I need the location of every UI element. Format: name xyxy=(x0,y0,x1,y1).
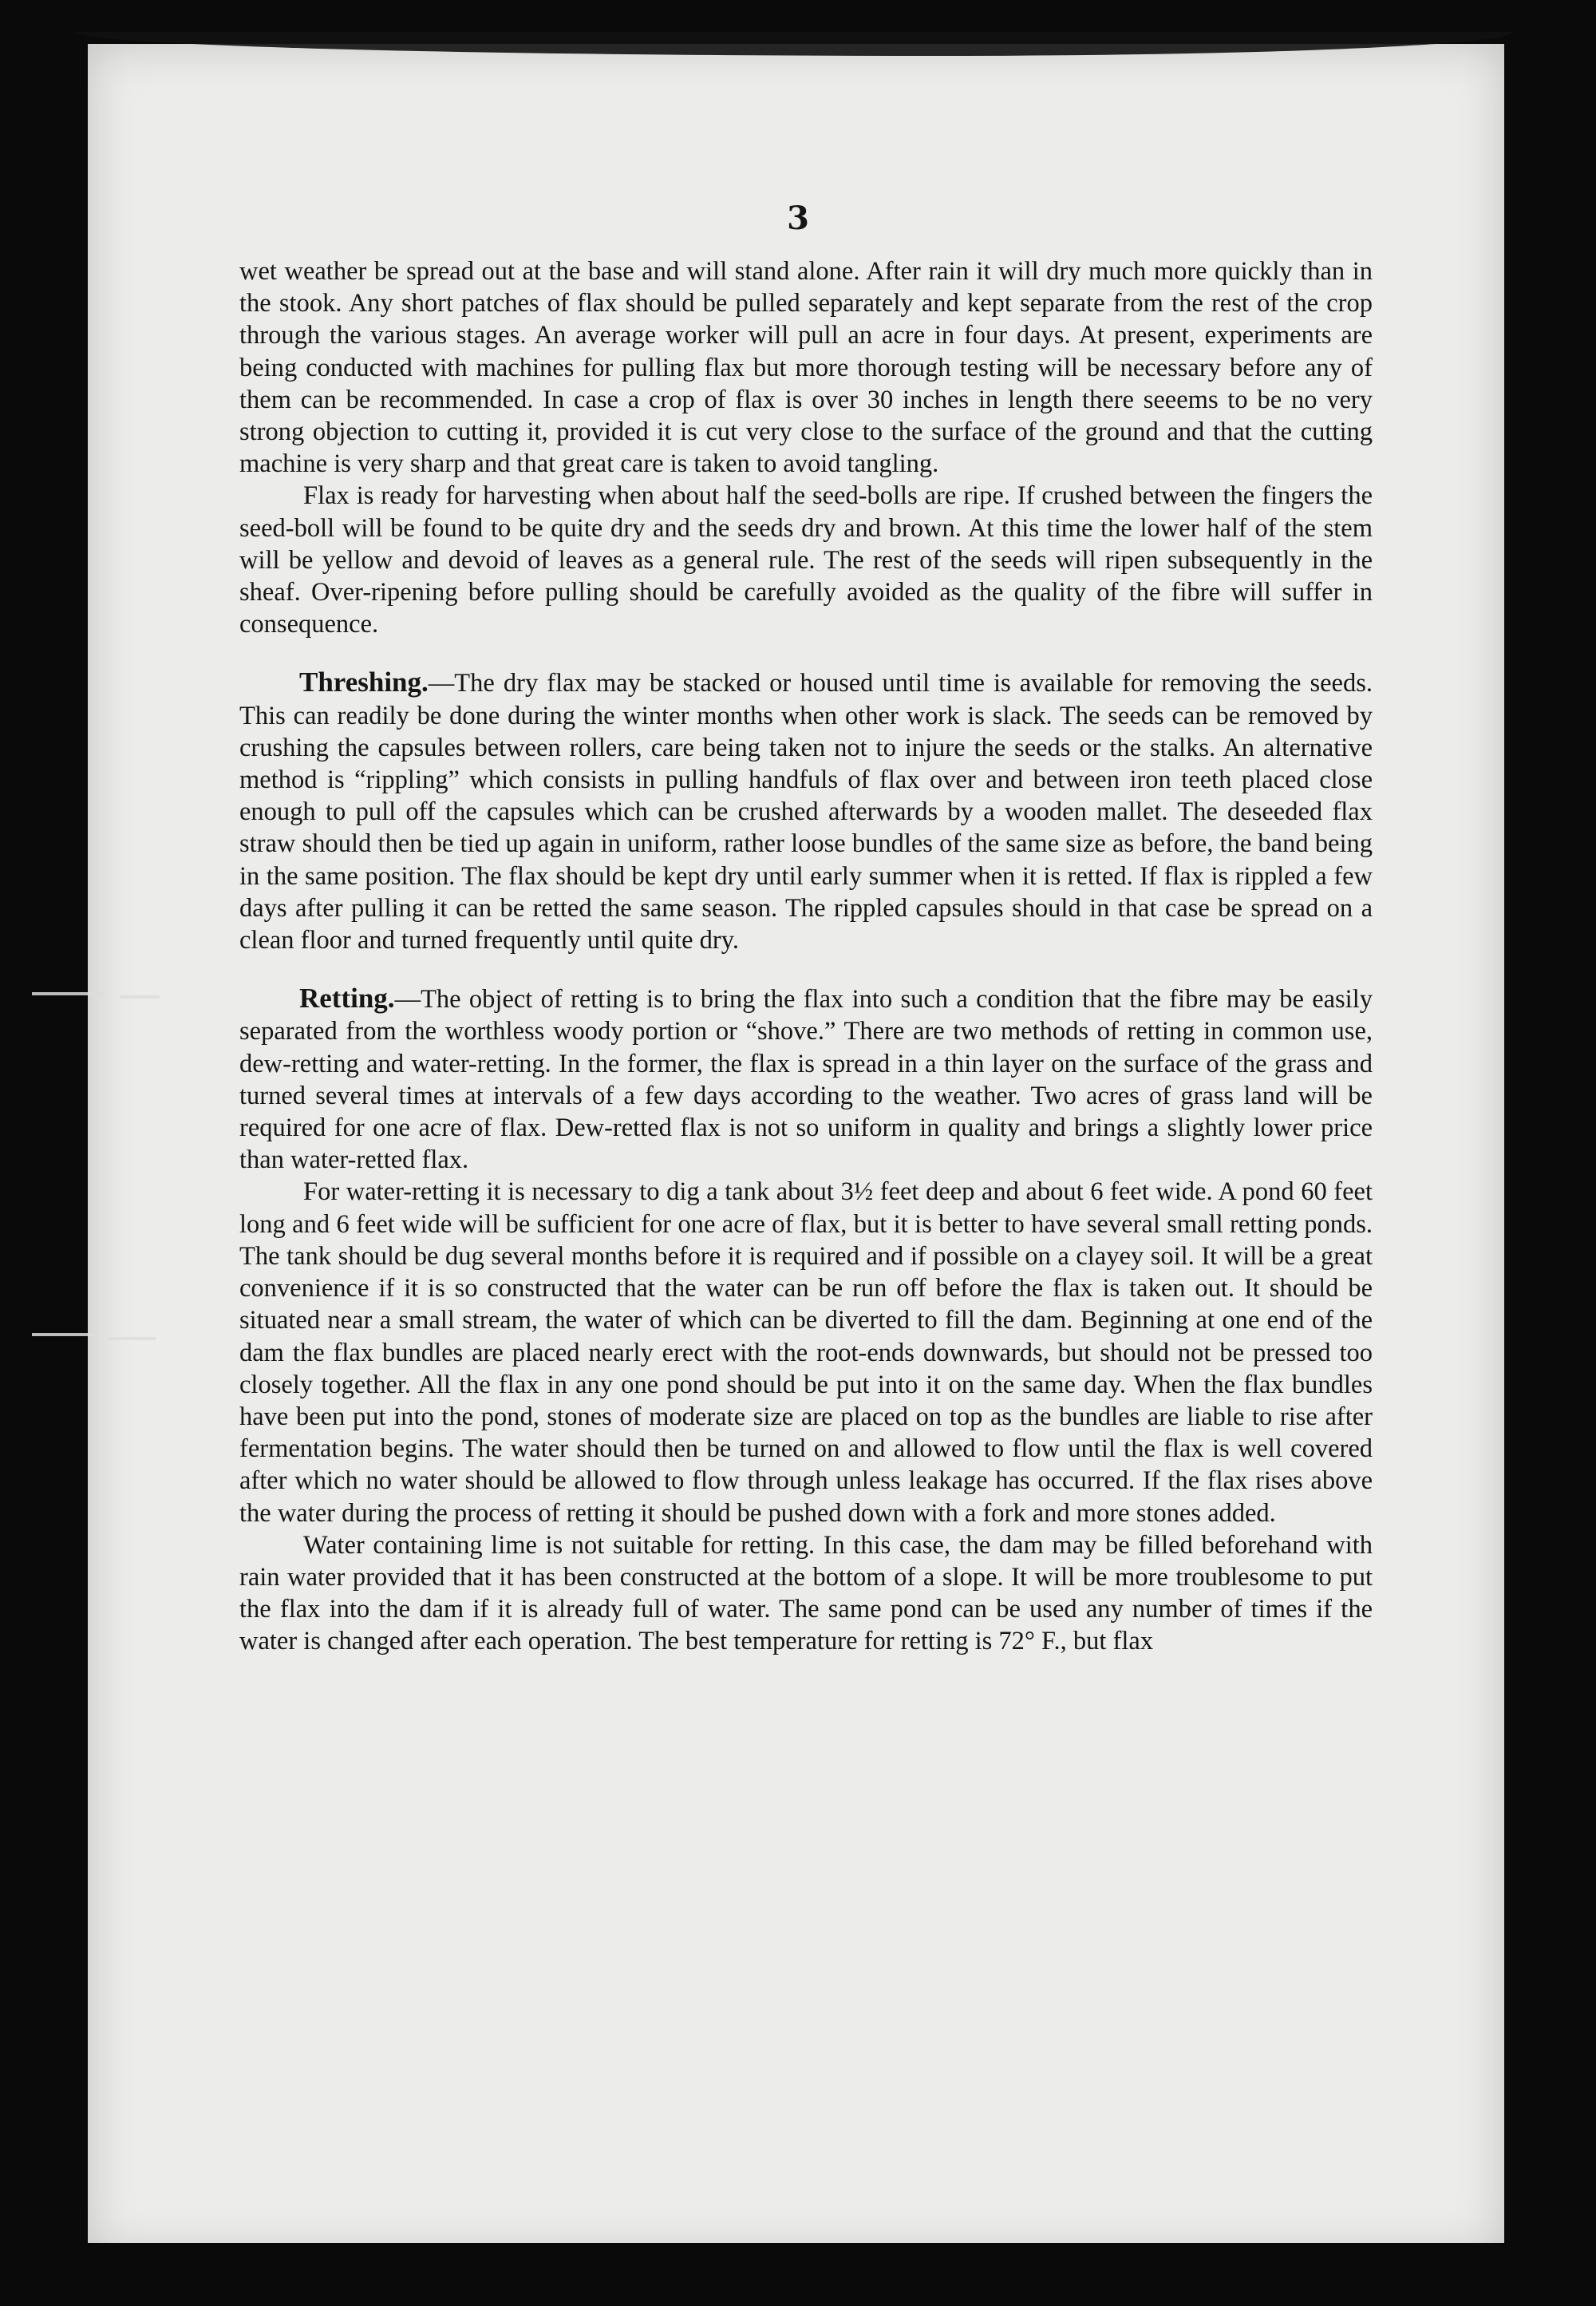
body-text xyxy=(239,255,1373,1658)
paragraph-text: wet weather be spread out at the base and will stand alone. After rain it will dry much more quickly than in the stook. Any short patches of flax should be pulled separately and kept separate from the rest of the crop through the various stages. An average worker will pull an acre in four days. At present, experiments are being conducted with machines for pulling flax but more thorough testing will be necessary before any of them can be recommended. In case a crop of flax is over 30 inches in length there seeems to be no very strong objection to cutting it, provided it is cut very close to the surface of the ground and that the cutting machine is very sharp and that great care is taken to avoid tangling. xyxy=(239,257,1373,479)
section-heading-retting: Retting. xyxy=(299,983,395,1015)
paragraph-retting xyxy=(239,983,1373,1176)
page-bottom-edge-shadow xyxy=(64,2243,1532,2306)
paragraph-pulling-continued xyxy=(239,255,1373,480)
paragraph-lime-water xyxy=(239,1529,1373,1658)
paragraph-text: —The dry flax may be stacked or housed until time is available for removing the seeds. This can readily be done during the winter months when other work is slack. The seeds can be removed by crushing the capsules between rollers, care being taken not to injure the seeds or the stalks. An alternative method is “rippling” which consists in pulling handfuls of flax over and between iron teeth placed close enough to pull off the capsules which can be crushed afterwards by a wooden mallet. The deseeded flax straw should then be tied up again in uniform, rather loose bundles of the same size as before, the band being in the same position. The flax should be kept dry until early summer when it is retted. If flax is rippled a few days after pulling it can be retted the same season. The rippled capsules should in that case be spread on a clean floor and turned frequently until quite dry. xyxy=(239,669,1373,955)
paragraph-water-retting xyxy=(239,1176,1373,1529)
margin-mark-upper xyxy=(32,992,104,995)
margin-mark-upper-tick xyxy=(120,995,160,999)
page-number: 3 xyxy=(787,200,809,237)
paragraph-text: Water containing lime is not suitable for retting. In this case, the dam may be filled beforehand with rain water provided that it has been constructed at the bottom of a slope. It will be more troublesome to put the flax into the dam if it is already full of water. The same pond can be used any number of times if the water is changed after each operation. The best temperature for retting is 72° F., but flax xyxy=(239,1530,1373,1656)
paragraph-harvest-readiness xyxy=(239,480,1373,640)
paragraph-text: —The object of retting is to bring the flax into such a condition that the fibre may be easily separated from the worthless woody portion or “shove.” There are two methods of retting in common use, dew-retting and water-retting. In the former, the flax is spread in a thin layer on the surface of the grass and turned several times at intervals of a few days according to the weather. Two acres of grass land will be required for one acre of flax. Dew-retted flax is not so uniform in quality and brings a slightly lower price than water-retted flax. xyxy=(239,985,1373,1175)
margin-mark-lower-tick xyxy=(108,1337,156,1340)
margin-mark-lower xyxy=(32,1333,96,1336)
paragraph-text: For water-retting it is necessary to dig a tank about 3½ feet deep and about 6 feet wide. A pond 60 feet long and 6 feet wide will be sufficient for one acre of flax, but it is better to have several small retting ponds. The tank should be dug several months before it is required and if possible on a clayey soil. It will be a great convenience if it is so constructed that the water can be run off before the flax is taken out. It should be situated near a small stream, the water of which can be diverted to fill the dam. Beginning at one end of the dam the flax bundles are placed nearly erect with the root-ends downwards, but should not be pressed too closely together. All the flax in any one pond should be put into it on the same day. When the flax bundles have been put into the pond, stones of moderate size are placed on top as the bundles are liable to rise after fermentation begins. The water should then be turned on and allowed to flow until the flax is well covered after which no water should be allowed to flow through unless leakage has occurred. If the flax rises above the water during the process of retting it should be pushed down with a fork and more stones added. xyxy=(239,1177,1373,1528)
paragraph-threshing xyxy=(239,666,1373,956)
section-heading-threshing: Threshing. xyxy=(299,666,429,698)
paragraph-text: Flax is ready for harvesting when about half the seed-bolls are ripe. If crushed between the fingers the seed-boll will be found to be quite dry and the seeds dry and brown. At this time the lower half of the stem will be yellow and devoid of leaves as a general rule. The rest of the seeds will ripen subsequently in the sheaf. Over-ripening before pulling should be carefully avoided as the quality of the fibre will suffer in consequence. xyxy=(239,481,1373,639)
